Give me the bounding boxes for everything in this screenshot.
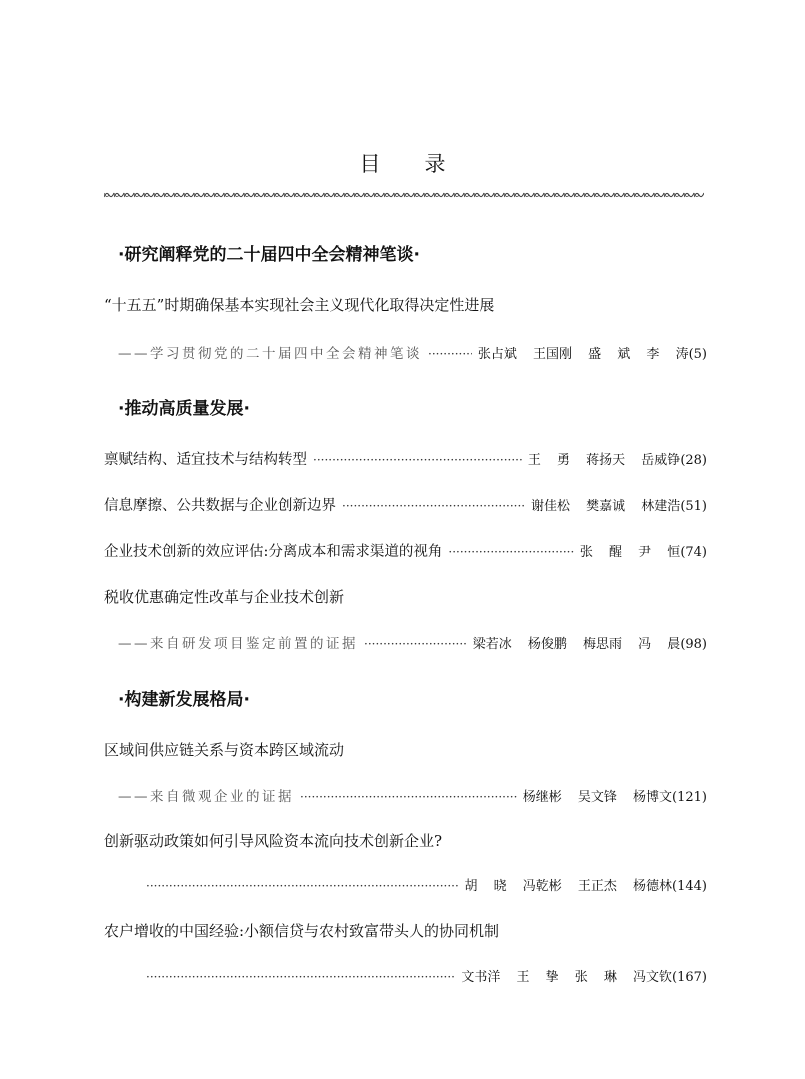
toc-entry[interactable] — [118, 342, 707, 364]
entry-page: (28) — [680, 453, 707, 468]
entry-title[interactable]: 禀赋结构、适宜技术与结构转型 — [104, 452, 307, 468]
entry-title[interactable]: 企业技术创新的效应评估:分离成本和需求渠道的视角 — [104, 544, 443, 560]
leader-dots — [448, 545, 574, 559]
entry-subtitle: ——来自微观企业的证据 — [118, 789, 294, 805]
entry-title[interactable]: “十五五”时期确保基本实现社会主义现代化取得决定性进展 — [104, 296, 495, 314]
toc-entry[interactable] — [146, 966, 707, 988]
entry-authors: 张占斌 王国刚 盛 斌 李 涛 — [477, 347, 689, 362]
entry-title[interactable]: 信息摩擦、公共数据与企业创新边界 — [104, 498, 336, 514]
leader-dots — [342, 499, 525, 513]
entry-page: (144) — [672, 879, 707, 894]
leader-dots — [313, 453, 522, 467]
entry-title[interactable]: 税收优惠确定性改革与企业技术创新 — [104, 588, 345, 606]
entry-title[interactable]: 农户增收的中国经验:小额信贷与农村致富带头人的协同机制 — [104, 922, 500, 940]
toc-entry[interactable] — [118, 632, 707, 654]
toc-entry[interactable] — [104, 448, 707, 470]
decorative-divider — [104, 188, 704, 202]
entry-authors: 胡 晓 冯乾彬 王正杰 杨德林 — [464, 879, 673, 894]
leader-dots — [364, 637, 467, 651]
entry-page: (121) — [672, 790, 707, 805]
entry-authors: 张 醒 尹 恒 — [579, 545, 681, 560]
toc-entry[interactable] — [104, 294, 707, 316]
toc-entry[interactable] — [146, 875, 707, 897]
entry-authors: 谢佳松 樊嘉诚 林建浩 — [531, 499, 681, 514]
section-heading: ·研究阐释党的二十届四中全会精神笔谈· — [118, 245, 420, 265]
entry-authors: 梁若冰 杨俊鹏 梅思雨 冯 晨 — [472, 637, 681, 652]
entry-authors: 杨继彬 吴文锋 杨博文 — [522, 790, 673, 805]
toc-entry[interactable] — [104, 920, 707, 942]
leader-dots — [428, 347, 472, 361]
entry-authors: 王 勇 蒋扬天 岳威铮 — [527, 453, 681, 468]
toc-entry[interactable] — [104, 494, 707, 516]
entry-title[interactable]: 创新驱动政策如何引导风险资本流向技术创新企业? — [104, 832, 443, 850]
entry-page: (51) — [680, 499, 707, 514]
entry-authors: 文书洋 王 挚 张 琳 冯文钦 — [461, 970, 673, 985]
entry-title[interactable]: 区域间供应链关系与资本跨区域流动 — [104, 741, 345, 759]
toc-entry[interactable] — [104, 540, 707, 562]
entry-page: (167) — [672, 970, 707, 985]
leader-dots — [146, 970, 455, 984]
entry-subtitle: ——来自研发项目鉴定前置的证据 — [118, 636, 358, 652]
entry-page: (98) — [680, 637, 707, 652]
entry-page: (74) — [680, 545, 707, 560]
leader-dots — [300, 790, 517, 804]
toc-entry[interactable] — [104, 830, 707, 852]
toc-entry[interactable] — [104, 586, 707, 608]
section-heading: ·构建新发展格局· — [118, 690, 250, 710]
entry-page: (5) — [688, 347, 707, 362]
section-heading: ·推动高质量发展· — [118, 399, 250, 419]
page-title: 目录 — [359, 152, 490, 176]
toc-entry[interactable] — [118, 785, 707, 807]
leader-dots — [146, 879, 459, 893]
entry-subtitle: ——学习贯彻党的二十届四中全会精神笔谈 — [118, 346, 422, 362]
toc-entry[interactable] — [104, 739, 707, 761]
